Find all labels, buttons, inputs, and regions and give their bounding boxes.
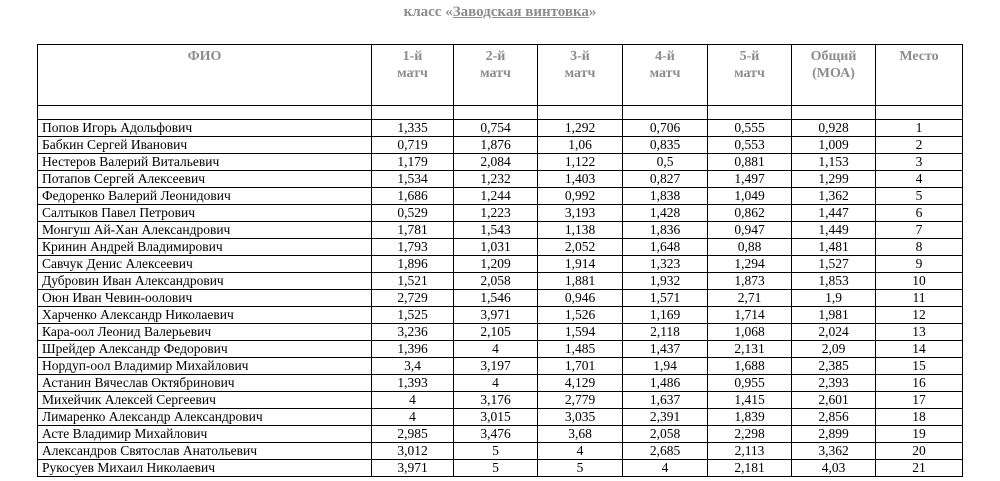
results-body	[38, 120, 963, 477]
match-1-cell: 2,729	[372, 290, 454, 307]
place-cell: 10	[876, 273, 963, 290]
place-cell: 1	[876, 120, 963, 137]
match-2-cell: 2,105	[454, 324, 538, 341]
match-4-cell: 4	[623, 460, 708, 477]
table-row	[38, 409, 963, 426]
place-cell: 14	[876, 341, 963, 358]
place-cell: 6	[876, 205, 963, 222]
match-2-cell: 0,754	[454, 120, 538, 137]
match-3-cell: 0,946	[538, 290, 623, 307]
match-5-cell: 2,71	[708, 290, 792, 307]
table-row	[38, 341, 963, 358]
match-3-cell: 1,485	[538, 341, 623, 358]
table-row	[38, 137, 963, 154]
match-2-cell: 3,176	[454, 392, 538, 409]
table-row	[38, 426, 963, 443]
fio-cell: Кара-оол Леонид Валерьевич	[38, 324, 372, 341]
place-cell: 8	[876, 239, 963, 256]
table-row	[38, 443, 963, 460]
match-3-cell: 3,035	[538, 409, 623, 426]
match-4-cell: 1,838	[623, 188, 708, 205]
total-cell: 1,853	[792, 273, 876, 290]
match-4-cell: 2,391	[623, 409, 708, 426]
header-total	[792, 45, 876, 106]
match-2-cell: 3,015	[454, 409, 538, 426]
fio-cell: Кринин Андрей Владимирович	[38, 239, 372, 256]
match-2-cell: 2,084	[454, 154, 538, 171]
total-cell: 2,393	[792, 375, 876, 392]
total-cell: 2,024	[792, 324, 876, 341]
table-row	[38, 460, 963, 477]
match-5-cell: 2,131	[708, 341, 792, 358]
table-row	[38, 239, 963, 256]
match-1-cell: 0,719	[372, 137, 454, 154]
spacer-cell	[38, 106, 372, 120]
table-row	[38, 392, 963, 409]
match-1-cell: 0,529	[372, 205, 454, 222]
total-cell: 4,03	[792, 460, 876, 477]
match-3-cell: 3,193	[538, 205, 623, 222]
fio-cell: Федоренко Валерий Леонидович	[38, 188, 372, 205]
header-match-2-line-1: 2-й	[485, 49, 506, 64]
total-cell: 0,928	[792, 120, 876, 137]
fio-cell: Харченко Александр Николаевич	[38, 307, 372, 324]
match-2-cell: 3,197	[454, 358, 538, 375]
match-1-cell: 3,012	[372, 443, 454, 460]
match-1-cell: 1,686	[372, 188, 454, 205]
fio-cell: Александров Святослав Анатольевич	[38, 443, 372, 460]
match-5-cell: 1,497	[708, 171, 792, 188]
place-cell: 4	[876, 171, 963, 188]
total-cell: 1,981	[792, 307, 876, 324]
match-5-cell: 1,714	[708, 307, 792, 324]
match-1-cell: 4	[372, 409, 454, 426]
match-4-cell: 2,118	[623, 324, 708, 341]
place-cell: 15	[876, 358, 963, 375]
header-match-5-line-1: 5-й	[739, 49, 760, 64]
spacer-cell	[708, 106, 792, 120]
table-row	[38, 256, 963, 273]
table-row	[38, 307, 963, 324]
title-prefix: класс «	[403, 4, 453, 20]
results-table	[37, 44, 963, 477]
match-2-cell: 4	[454, 341, 538, 358]
fio-cell: Астанин Вячеслав Октябринович	[38, 375, 372, 392]
total-cell: 1,447	[792, 205, 876, 222]
total-cell: 1,299	[792, 171, 876, 188]
total-cell: 1,449	[792, 222, 876, 239]
fio-cell: Шрейдер Александр Федорович	[38, 341, 372, 358]
match-5-cell: 1,839	[708, 409, 792, 426]
table-row	[38, 222, 963, 239]
match-3-cell: 1,292	[538, 120, 623, 137]
total-cell: 2,09	[792, 341, 876, 358]
match-1-cell: 1,393	[372, 375, 454, 392]
match-1-cell: 3,4	[372, 358, 454, 375]
place-cell: 18	[876, 409, 963, 426]
fio-cell: Бабкин Сергей Иванович	[38, 137, 372, 154]
match-1-cell: 1,525	[372, 307, 454, 324]
match-2-cell: 5	[454, 460, 538, 477]
match-4-cell: 1,486	[623, 375, 708, 392]
place-cell: 20	[876, 443, 963, 460]
header-match-3-line-1: 3-й	[570, 49, 590, 64]
spacer-cell	[372, 106, 454, 120]
match-1-cell: 1,896	[372, 256, 454, 273]
header-match-1-line-1: 1-й	[402, 49, 423, 64]
table-row	[38, 120, 963, 137]
place-cell: 16	[876, 375, 963, 392]
match-4-cell: 1,169	[623, 307, 708, 324]
table-row	[38, 375, 963, 392]
total-cell: 3,362	[792, 443, 876, 460]
match-2-cell: 1,223	[454, 205, 538, 222]
place-cell: 17	[876, 392, 963, 409]
match-5-cell: 0,955	[708, 375, 792, 392]
match-3-cell: 1,403	[538, 171, 623, 188]
total-cell: 1,153	[792, 154, 876, 171]
match-3-cell: 1,06	[538, 137, 623, 154]
place-cell: 11	[876, 290, 963, 307]
match-5-cell: 0,553	[708, 137, 792, 154]
match-2-cell: 1,546	[454, 290, 538, 307]
header-match-4-line-1: 4-й	[655, 49, 675, 64]
match-4-cell: 2,058	[623, 426, 708, 443]
fio-cell: Михейчик Алексей Сергеевич	[38, 392, 372, 409]
fio-cell: Монгуш Ай-Хан Александрович	[38, 222, 372, 239]
place-cell: 3	[876, 154, 963, 171]
match-2-cell: 4	[454, 375, 538, 392]
match-5-cell: 1,049	[708, 188, 792, 205]
match-4-cell: 1,932	[623, 273, 708, 290]
match-5-cell: 0,88	[708, 239, 792, 256]
match-4-cell: 1,428	[623, 205, 708, 222]
match-2-cell: 5	[454, 443, 538, 460]
match-2-cell: 3,971	[454, 307, 538, 324]
match-5-cell: 0,947	[708, 222, 792, 239]
table-row	[38, 205, 963, 222]
header-match-1	[372, 45, 454, 106]
table-row	[38, 171, 963, 188]
match-2-cell: 1,232	[454, 171, 538, 188]
match-3-cell: 3,68	[538, 426, 623, 443]
fio-cell: Попов Игорь Адольфович	[38, 120, 372, 137]
match-1-cell: 2,985	[372, 426, 454, 443]
header-match-1-line-2: матч	[397, 66, 428, 81]
match-4-cell: 0,835	[623, 137, 708, 154]
match-1-cell: 1,781	[372, 222, 454, 239]
fio-cell: Нордуп-оол Владимир Михайлович	[38, 358, 372, 375]
place-cell: 13	[876, 324, 963, 341]
fio-cell: Салтыков Павел Петрович	[38, 205, 372, 222]
match-5-cell: 0,881	[708, 154, 792, 171]
match-5-cell: 1,415	[708, 392, 792, 409]
match-2-cell: 1,876	[454, 137, 538, 154]
match-5-cell: 1,688	[708, 358, 792, 375]
title-suffix: »	[588, 4, 597, 20]
match-4-cell: 0,5	[623, 154, 708, 171]
header-match-2-line-2: матч	[480, 66, 511, 81]
match-4-cell: 1,437	[623, 341, 708, 358]
spacer-cell	[623, 106, 708, 120]
title-class-name: Заводская винтовка	[452, 4, 589, 20]
spacer-cell	[792, 106, 876, 120]
place-cell: 12	[876, 307, 963, 324]
header-match-4	[623, 45, 708, 106]
place-cell: 19	[876, 426, 963, 443]
header-row	[38, 45, 963, 106]
header-match-2	[454, 45, 538, 106]
match-1-cell: 1,179	[372, 154, 454, 171]
place-cell: 9	[876, 256, 963, 273]
total-cell: 1,527	[792, 256, 876, 273]
match-4-cell: 1,637	[623, 392, 708, 409]
match-2-cell: 2,058	[454, 273, 538, 290]
total-cell: 2,601	[792, 392, 876, 409]
match-5-cell: 1,873	[708, 273, 792, 290]
table-row	[38, 358, 963, 375]
match-4-cell: 1,571	[623, 290, 708, 307]
total-cell: 1,009	[792, 137, 876, 154]
match-5-cell: 0,555	[708, 120, 792, 137]
match-1-cell: 1,396	[372, 341, 454, 358]
match-3-cell: 1,701	[538, 358, 623, 375]
match-3-cell: 5	[538, 460, 623, 477]
table-row	[38, 324, 963, 341]
match-1-cell: 1,534	[372, 171, 454, 188]
match-3-cell: 4	[538, 443, 623, 460]
match-2-cell: 1,244	[454, 188, 538, 205]
match-1-cell: 1,521	[372, 273, 454, 290]
match-5-cell: 0,862	[708, 205, 792, 222]
match-3-cell: 2,052	[538, 239, 623, 256]
fio-cell: Асте Владимир Михайлович	[38, 426, 372, 443]
match-3-cell: 4,129	[538, 375, 623, 392]
match-4-cell: 2,685	[623, 443, 708, 460]
match-4-cell: 1,836	[623, 222, 708, 239]
match-4-cell: 0,827	[623, 171, 708, 188]
match-3-cell: 2,779	[538, 392, 623, 409]
match-3-cell: 1,914	[538, 256, 623, 273]
spacer-cell	[454, 106, 538, 120]
match-4-cell: 0,706	[623, 120, 708, 137]
table-row	[38, 273, 963, 290]
match-3-cell: 1,138	[538, 222, 623, 239]
table-row	[38, 154, 963, 171]
header-match-5	[708, 45, 792, 106]
total-cell: 1,9	[792, 290, 876, 307]
match-4-cell: 1,323	[623, 256, 708, 273]
fio-cell: Савчук Денис Алексеевич	[38, 256, 372, 273]
match-5-cell: 2,113	[708, 443, 792, 460]
match-5-cell: 1,068	[708, 324, 792, 341]
fio-cell: Рукосуев Михаил Николаевич	[38, 460, 372, 477]
match-1-cell: 3,971	[372, 460, 454, 477]
match-2-cell: 3,476	[454, 426, 538, 443]
match-1-cell: 4	[372, 392, 454, 409]
match-3-cell: 1,594	[538, 324, 623, 341]
fio-cell: Дубровин Иван Александрович	[38, 273, 372, 290]
total-cell: 2,856	[792, 409, 876, 426]
spacer-row	[38, 106, 963, 120]
header-match-3	[538, 45, 623, 106]
spacer-cell	[876, 106, 963, 120]
total-cell: 2,385	[792, 358, 876, 375]
header-total-line-1: Общий	[810, 49, 857, 64]
match-4-cell: 1,648	[623, 239, 708, 256]
match-5-cell: 1,294	[708, 256, 792, 273]
fio-cell: Нестеров Валерий Витальевич	[38, 154, 372, 171]
match-2-cell: 1,031	[454, 239, 538, 256]
match-5-cell: 2,298	[708, 426, 792, 443]
header-place: Место	[876, 45, 963, 106]
match-4-cell: 1,94	[623, 358, 708, 375]
match-1-cell: 1,793	[372, 239, 454, 256]
fio-cell: Потапов Сергей Алексеевич	[38, 171, 372, 188]
place-cell: 5	[876, 188, 963, 205]
match-2-cell: 1,543	[454, 222, 538, 239]
table-row	[38, 188, 963, 205]
header-match-3-line-2: матч	[564, 66, 596, 81]
match-3-cell: 1,122	[538, 154, 623, 171]
match-3-cell: 1,881	[538, 273, 623, 290]
match-2-cell: 1,209	[454, 256, 538, 273]
spacer-cell	[538, 106, 623, 120]
place-cell: 2	[876, 137, 963, 154]
total-cell: 1,362	[792, 188, 876, 205]
match-3-cell: 0,992	[538, 188, 623, 205]
place-cell: 21	[876, 460, 963, 477]
place-cell: 7	[876, 222, 963, 239]
match-3-cell: 1,526	[538, 307, 623, 324]
total-cell: 2,899	[792, 426, 876, 443]
header-match-5-line-2: матч	[734, 66, 765, 81]
header-match-4-line-2: матч	[649, 66, 681, 81]
page-title	[0, 4, 1000, 21]
fio-cell: Оюн Иван Чевин-оолович	[38, 290, 372, 307]
header-fio: ФИО	[38, 45, 372, 106]
fio-cell: Лимаренко Александр Александрович	[38, 409, 372, 426]
total-cell: 1,481	[792, 239, 876, 256]
header-total-line-2: (МОА)	[812, 66, 855, 81]
table-row	[38, 290, 963, 307]
match-1-cell: 1,335	[372, 120, 454, 137]
match-1-cell: 3,236	[372, 324, 454, 341]
match-5-cell: 2,181	[708, 460, 792, 477]
